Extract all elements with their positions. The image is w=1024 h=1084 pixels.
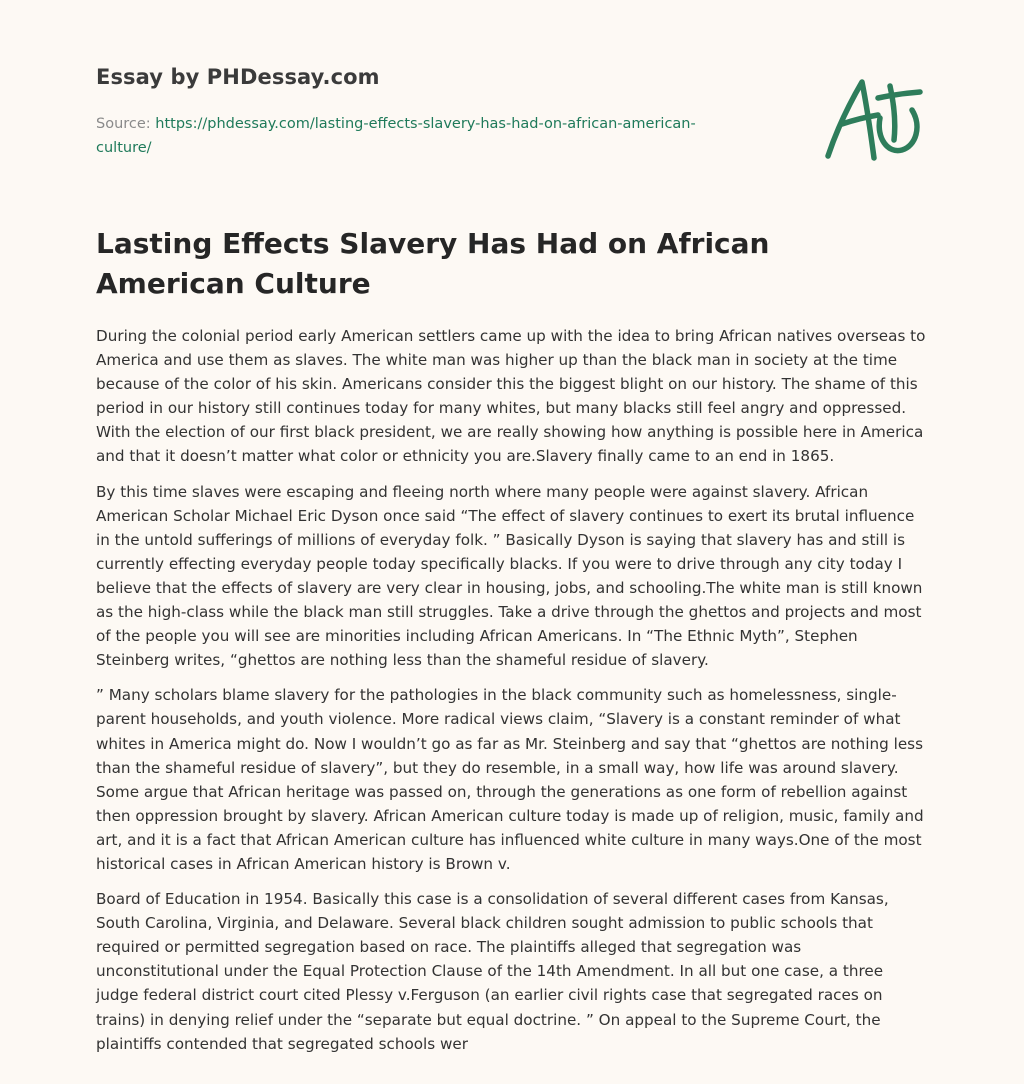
source-label: Source: [96, 116, 156, 132]
essay-paragraph: Board of Education in 1954. Basically this case is a consolidation of several different cases from Kansas, South Carolina, Virginia, and Delaware. Several black children sought admission to public schools that required or permitted segregation based on race. The plaintiffs alleged that segregation was unconstitutional under the Equal Protection Clause of the 14th Amendment. In all but one case, a three judge federal district court cited Plessy v.Ferguson (an earlier civil rights case that segregated races on trains) in denying relief under the “separate but equal doctrine. ” On appeal to the Supreme Court, the plaintiffs contended that segregated schools wer [96, 890, 889, 1053]
essay-paragraph: By this time slaves were escaping and fleeing north where many people were against slavery. African American Scholar Michael Eric Dyson once said “The effect of slavery continues to exert its brutal influence in the untold sufferings of millions of everyday folk. ” Basically Dyson is saying that slavery has and still is currently effecting everyday people today specifically blacks. If you were to drive through any city today I believe that the effects of slavery are very clear in housing, jobs, and schooling.The white man is still known as the high-class while the black man still struggles. Take a drive through the ghettos and projects and most of the people you will see are minorities including African Americans. In “The Ethnic Myth”, Stephen Steinberg writes, “ghettos are nothing less than the shameful residue of slavery. [96, 482, 923, 670]
essay-body [96, 324, 928, 1067]
source-line [96, 112, 736, 160]
essay-title: Lasting Effects Slavery Has Had on African American Culture [96, 227, 770, 300]
a-plus-icon [822, 68, 930, 166]
source-link[interactable]: https://phdessay.com/lasting-effects-slavery-has-had-on-african-american-culture/ [96, 116, 696, 156]
essay-paragraph: During the colonial period early American settlers came up with the idea to bring African natives overseas to America and use them as slaves. The white man was higher up than the black man in society at the time because of the color of his skin. Americans consider this the biggest blight on our history. The shame of this period in our history still continues today for many whites, but many blacks still feel angry and oppressed. With the election of our first black president, we are really showing how anything is possible here in America and that it doesn’t matter what color or ethnicity you are.Slavery finally came to an end in 1865. [96, 327, 926, 466]
essay-paragraph: ” Many scholars blame slavery for the pathologies in the black community such as homelessness, single-parent households, and youth violence. More radical views claim, “Slavery is a constant reminder of what whites in America might do. Now I wouldn’t go as far as Mr. Steinberg and say that “ghettos are nothing less than the shameful residue of slavery”, but they do resemble, in a small way, how life was around slavery. Some argue that African heritage was passed on, through the generations as one form of rebellion against then oppression brought by slavery. African American culture today is made up of religion, music, family and art, and it is a fact that African American culture has influenced white culture in many ways.One of the most historical cases in African American history is Brown v. [96, 686, 924, 873]
site-brand: Essay by PHDessay.com [96, 65, 380, 89]
